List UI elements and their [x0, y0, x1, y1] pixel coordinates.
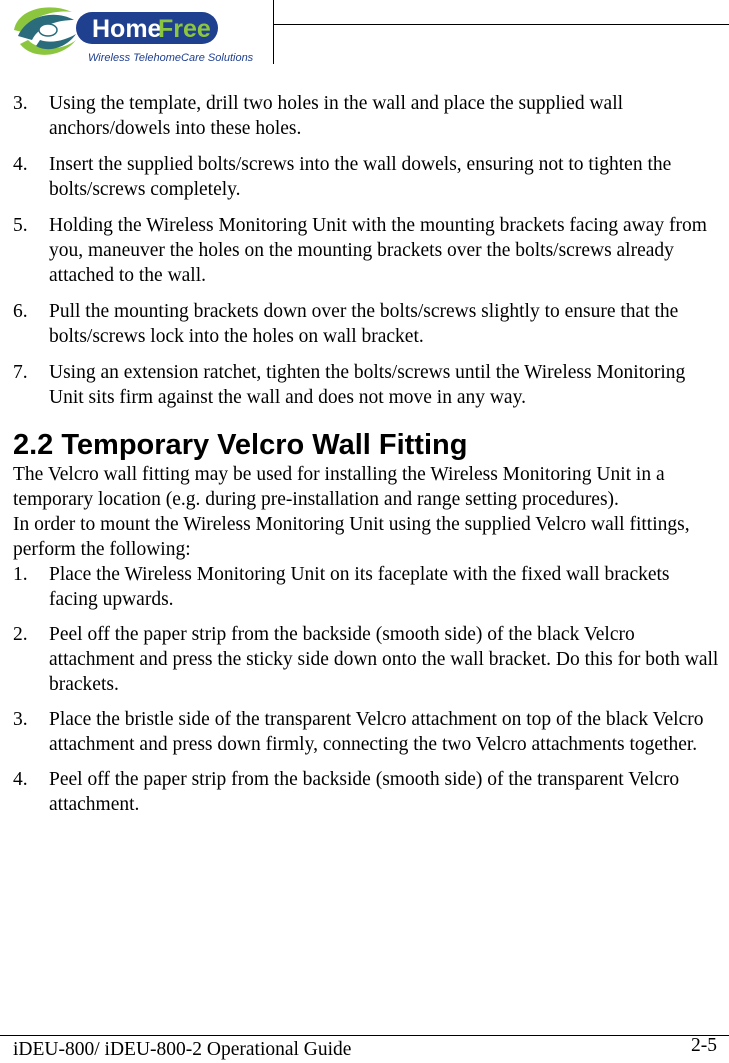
- footer-rule: [0, 1035, 729, 1036]
- list-item: [13, 562, 719, 612]
- logo-tagline: Wireless TelehomeCare Solutions: [88, 52, 254, 64]
- list-item: [13, 152, 719, 202]
- list-item: [13, 91, 719, 141]
- step-number: 3.: [13, 93, 28, 114]
- step-text: Using an extension ratchet, tighten the bolts/screws until the Wireless Monitoring Unit sits firm against the wall and does not move in any way.: [49, 362, 686, 408]
- step-number: 5.: [13, 215, 28, 236]
- step-number: 3.: [13, 709, 28, 730]
- list-item: [13, 622, 719, 697]
- step-text: Peel off the paper strip from the backside (smooth side) of the transparent Velcro attachment.: [49, 769, 680, 815]
- logo-brand-free: Free: [158, 15, 211, 43]
- logo-brand-home: Home: [92, 15, 162, 43]
- list-item: [13, 767, 719, 817]
- step-number: 7.: [13, 362, 28, 383]
- continued-steps-list: [13, 91, 719, 410]
- step-number: 1.: [13, 564, 28, 585]
- step-number: 4.: [13, 154, 28, 175]
- step-text: Pull the mounting brackets down over the bolts/screws slightly to ensure that the bolts/screws lock into the holes on wall bracket.: [49, 301, 679, 347]
- header-divider-vertical: [273, 0, 274, 64]
- section-heading: 2.2 Temporary Velcro Wall Fitting: [13, 429, 468, 461]
- step-text: Holding the Wireless Monitoring Unit with the mounting brackets facing away from you, maneuver the holes on the mounting brackets over the bolts/screws already attached to the wall.: [49, 215, 707, 286]
- list-item: [13, 299, 719, 349]
- step-number: 4.: [13, 769, 28, 790]
- list-item: [13, 360, 719, 410]
- step-text: Place the bristle side of the transparent Velcro attachment on top of the black Velcro attachment and press down firmly, connecting the two Velcro attachments together.: [49, 709, 704, 755]
- section-intro: The Velcro wall fitting may be used for installing the Wireless Monitoring Unit in a temporary location (e.g. during pre-installation and range setting procedures).: [13, 464, 665, 510]
- homefree-logo: [10, 0, 268, 64]
- step-number: 2.: [13, 624, 28, 645]
- page-content: [13, 91, 719, 827]
- footer-page-number: 2-5: [691, 1035, 717, 1056]
- step-number: 6.: [13, 301, 28, 322]
- page-header: [0, 0, 729, 70]
- step-text: Using the template, drill two holes in the wall and place the supplied wall anchors/dowels into these holes.: [49, 93, 624, 139]
- page-footer: [0, 1035, 729, 1063]
- list-item: [13, 213, 719, 288]
- velcro-steps-list: [13, 562, 719, 817]
- list-item: [13, 707, 719, 757]
- logo-emblem-icon: [14, 7, 76, 55]
- section-lead: In order to mount the Wireless Monitoring Unit using the supplied Velcro wall fittings, perform the following:: [13, 514, 690, 560]
- step-text: Insert the supplied bolts/screws into the wall dowels, ensuring not to tighten the bolts/screws completely.: [49, 154, 672, 200]
- header-rule: [273, 24, 729, 25]
- footer-document-title: iDEU-800/ iDEU-800-2 Operational Guide: [13, 1039, 352, 1060]
- step-text: Peel off the paper strip from the backside (smooth side) of the black Velcro attachment and press the sticky side down onto the wall bracket. Do this for both wall brackets.: [49, 624, 719, 695]
- step-text: Place the Wireless Monitoring Unit on its faceplate with the fixed wall brackets facing upwards.: [49, 564, 670, 610]
